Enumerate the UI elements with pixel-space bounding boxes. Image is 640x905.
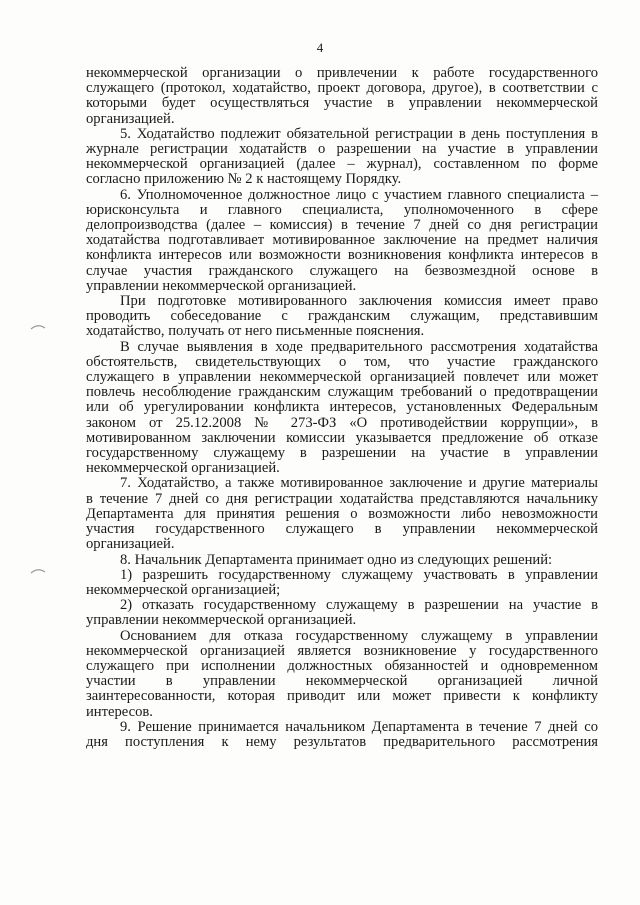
text-line: согласно приложению № 2 к настоящему Порядку.	[86, 171, 402, 188]
paragraph	[86, 553, 598, 568]
paragraph	[86, 294, 598, 340]
text-line: или об урегулировании конфликта интересов, установленных Федеральным	[86, 399, 598, 416]
text-line: юрисконсульта и главного специалиста, уполномоченного в сфере	[86, 201, 598, 218]
text-line: обстоятельств, свидетельствующих о том, что участие гражданского	[86, 353, 598, 370]
paragraph	[86, 340, 598, 477]
paragraph	[86, 629, 598, 720]
text-line: ходатайство, получать от него письменные пояснения.	[86, 323, 425, 340]
text-line: 2) отказать государственному служащему в разрешении на участие в	[120, 597, 598, 614]
margin-mark	[30, 322, 46, 330]
text-line: в течение 7 дней со дня регистрации ходатайства представляются начальнику	[86, 490, 598, 507]
text-line: управлении некоммерческой организацией.	[86, 612, 357, 629]
text-line: организацией.	[86, 536, 175, 553]
text-line: повлечь несоблюдение гражданским служащим требований о предотвращении	[86, 384, 598, 401]
paragraph	[86, 66, 598, 127]
text-line: участия государственного служащего в управлении некоммерческой	[86, 521, 598, 538]
paragraph	[86, 568, 598, 598]
text-line: 1) разрешить государственному служащему участвовать в управлении	[120, 566, 598, 583]
text-line: 8. Начальник Департамента принимает одно из следующих решений:	[120, 551, 553, 568]
text-line: журнале регистрации ходатайств о разрешении на участие в управлении	[86, 141, 598, 158]
paragraph	[86, 598, 598, 628]
text-line: 7. Ходатайство, а также мотивированное заключение и другие материалы	[120, 475, 598, 492]
text-line: служащего при исполнении должностных обязанностей и одновременном	[86, 657, 598, 674]
text-line: организацией.	[86, 110, 175, 127]
text-line: 9. Решение принимается начальником Департамента в течение 7 дней со	[120, 718, 598, 735]
text-line: управлении некоммерческой организацией.	[86, 277, 357, 294]
paragraph	[86, 188, 598, 294]
paragraph	[86, 127, 598, 188]
margin-mark	[30, 566, 46, 574]
document-body	[86, 66, 598, 750]
text-line: дня поступления к нему результатов предварительного рассмотрения	[86, 733, 598, 750]
text-line: В случае выявления в ходе предварительного рассмотрения ходатайства	[120, 338, 598, 355]
text-line: некоммерческой организацией является возникновение у государственного	[86, 642, 598, 659]
text-line: 5. Ходатайство подлежит обязательной регистрации в день поступления в	[120, 125, 598, 142]
text-line: которыми будет осуществляться участие в управлении некоммерческой	[86, 95, 598, 112]
text-line: некоммерческой организацией;	[86, 581, 281, 598]
text-line: случае участия гражданского служащего на безвозмездной основе в	[86, 262, 598, 279]
text-line: законом от 25.12.2008 № 273-ФЗ «О противодействии коррупции», в	[86, 414, 598, 431]
text-line: служащего (протокол, ходатайство, проект договора, другое), в соответствии с	[86, 80, 598, 97]
text-line: некоммерческой организации о привлечении к работе государственного	[86, 65, 598, 81]
text-line: При подготовке мотивированного заключения комиссия имеет право	[120, 293, 598, 310]
text-line: некоммерческой организацией (далее – журнал), составленном по форме	[86, 156, 598, 173]
text-line: некоммерческой организацией.	[86, 460, 280, 477]
text-line: служащего в управлении некоммерческой организацией повлечет или может	[86, 369, 598, 386]
text-line: проводить собеседование с гражданским служащим, представившим	[86, 308, 598, 325]
page-number: 4	[316, 40, 324, 55]
text-line: Основанием для отказа государственному служащему в управлении	[120, 627, 598, 644]
paragraph	[86, 720, 598, 750]
text-line: интересов.	[86, 703, 153, 720]
text-line: участии в управлении некоммерческой организацией личной	[86, 673, 598, 690]
text-line: Департамента для принятия решения о возможности либо невозможности	[86, 505, 598, 522]
text-line: делопроизводства (далее – комиссия) в течение 7 дней со дня регистрации	[86, 217, 598, 234]
text-line: государственному служащему в разрешении на участие в управлении	[86, 445, 598, 462]
text-line: мотивированном заключении комиссии указывается предложение об отказе	[86, 429, 598, 446]
text-line: заинтересованности, которая приводит или может привести к конфликту	[86, 688, 598, 705]
paragraph	[86, 476, 598, 552]
text-line: конфликта интересов или возможности возникновения конфликта интересов в	[86, 247, 598, 264]
text-line: ходатайства подготавливает мотивированное заключение на предмет наличия	[86, 232, 598, 249]
text-line: 6. Уполномоченное должностное лицо с участием главного специалиста –	[120, 186, 598, 203]
